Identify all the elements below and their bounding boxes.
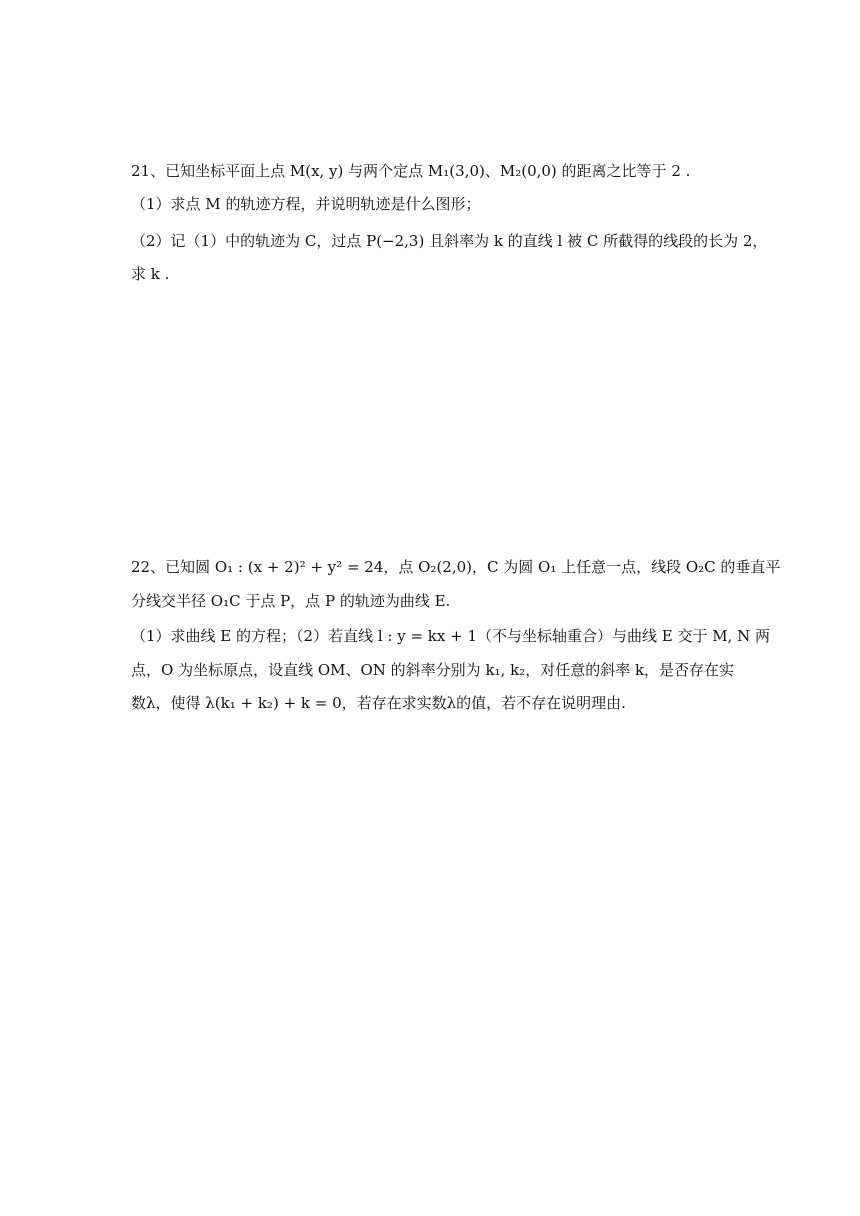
problem-21-part-1: （1）求点 M 的轨迹方程，并说明轨迹是什么图形； (131, 195, 481, 213)
problem-21-stem: 21、已知坐标平面上点 M(x, y) 与两个定点 M₁(3,0)、M₂(0,0) 的距离之比等于 2 . (131, 162, 691, 180)
problem-22-stem-cont: 分线交半径 O₁C 于点 P，点 P 的轨迹为曲线 E. (131, 592, 451, 610)
problem-21-part-2-cont: 求 k . (131, 265, 170, 283)
problem-22-parts-end: 数λ，使得 λ(k₁ + k₂) + k = 0，若存在求实数λ的值，若不存在说明理由. (131, 694, 626, 712)
problem-21-part-2: （2）记（1）中的轨迹为 C，过点 P(−2,3) 且斜率为 k 的直线 l 被 C 所截得的线段的长为 2， (131, 232, 768, 250)
problem-22-parts-cont: 点，O 为坐标原点，设直线 OM、ON 的斜率分别为 k₁, k₂，对任意的斜率 k，是否存在实 (131, 661, 735, 679)
problem-22-parts: （1）求曲线 E 的方程；（2）若直线 l : y = kx + 1（不与坐标轴重合）与曲线 E 交于 M, N 两 (131, 627, 771, 645)
problem-22-stem: 22、已知圆 O₁ : (x + 2)² + y² = 24，点 O₂(2,0)，C 为圆 O₁ 上任意一点，线段 O₂C 的垂直平 (131, 558, 781, 576)
